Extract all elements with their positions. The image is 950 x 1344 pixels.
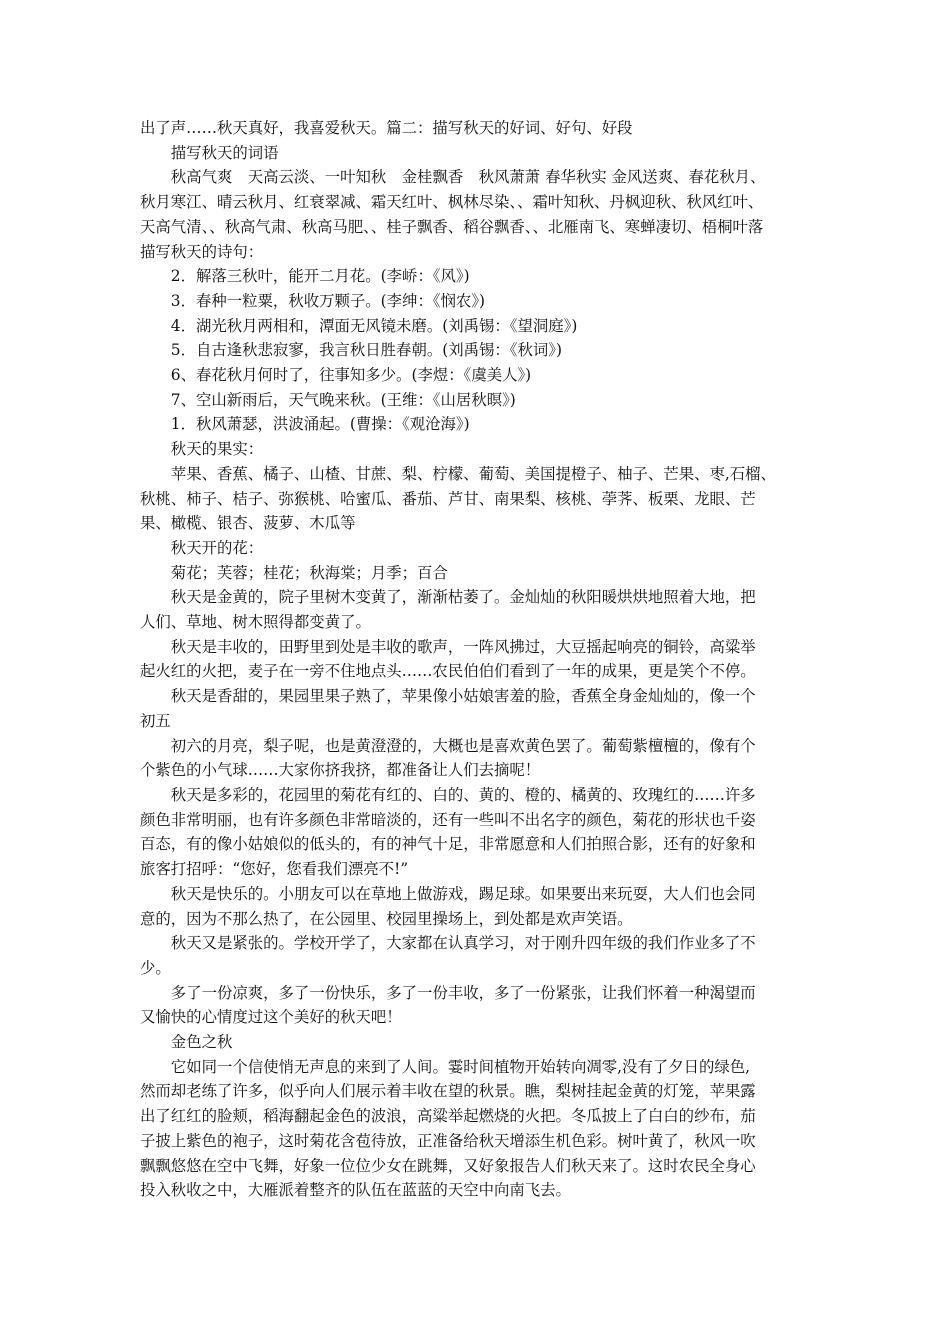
text-line: 然而却老练了许多，似乎向人们展示着丰收在望的秋景。瞧，梨树挂起金黄的灯笼，苹果露 bbox=[140, 1082, 756, 1101]
text-line: 秋天是丰收的，田野里到处是丰收的歌声，一阵风拂过，大豆摇起响亮的铜铃，高粱举 bbox=[170, 637, 756, 656]
text-line: 1．秋风萧瑟，洪波涌起。(曹操：《观沧海》) bbox=[170, 415, 470, 434]
text-line: 秋桃、柿子、桔子、弥猴桃、哈蜜瓜、番茄、芦甘、南果梨、核桃、荸荠、板栗、龙眼、芒 bbox=[140, 489, 756, 508]
text-line: 少。 bbox=[140, 958, 171, 977]
text-line: 出了红红的脸颊，稻海翻起金色的波浪，高粱举起燃烧的火把。冬瓜披上了白白的纱布，茄 bbox=[140, 1107, 756, 1126]
text-line: 出了声……秋天真好，我喜爱秋天。篇二：描写秋天的好词、好句、好段 bbox=[140, 119, 633, 137]
text-line: 秋天是金黄的，院子里树木变黄了，渐渐枯萎了。金灿灿的秋阳暖烘烘地照着大地，把 bbox=[170, 588, 756, 607]
text-line: 颜色非常明丽，也有许多颜色非常暗淡的，还有一些叫不出名字的颜色，菊花的形状也千姿 bbox=[140, 810, 756, 829]
text-line: 3．春种一粒粟，秋收万颗子。(李绅：《悯农》) bbox=[170, 291, 486, 310]
text-line: 4．湖光秋月两相和，潭面无风镜未磨。(刘禹锡：《望洞庭》) bbox=[170, 316, 578, 335]
text-line: 秋高气爽 天高云淡、一叶知秋 金桂飘香 秋风萧萧 春华秋实 金风送爽、春花秋月、 bbox=[170, 168, 766, 187]
text-line: 2．解落三秋叶，能开二月花。(李峤：《风》) bbox=[170, 267, 470, 286]
text-line: 多了一份凉爽，多了一份快乐，多了一份丰收，多了一份紧张，让我们怀着一种渴望而 bbox=[170, 983, 756, 1002]
text-line: 秋天开的花： bbox=[170, 538, 264, 557]
text-line: 果、橄榄、银杏、菠萝、木瓜等 bbox=[140, 514, 356, 533]
text-line: 秋月寒江、晴云秋月、红衰翠减、霜天红叶、枫林尽染、、霜叶知秋、丹枫迎秋、秋风红叶、 bbox=[140, 193, 764, 212]
text-line: 6、春花秋月何时了，往事知多少。(李煜：《虞美人》) bbox=[170, 366, 532, 385]
text-line: 意的，因为不那么热了，在公园里、校园里操场上，到处都是欢声笑语。 bbox=[140, 909, 633, 928]
text-line: 它如同一个信使悄无声息的来到了人间。霎时间植物开始转向凋零,没有了夕日的绿色, bbox=[170, 1057, 751, 1076]
text-line: 描写秋天的词语 bbox=[170, 143, 279, 162]
text-line: 秋天是香甜的，果园里果子熟了，苹果像小姑娘害羞的脸，香蕉全身金灿灿的，像一个 bbox=[170, 687, 756, 706]
text-line: 5．自古逢秋悲寂寥，我言秋日胜春朝。(刘禹锡：《秋词》) bbox=[170, 341, 562, 360]
text-line: 描写秋天的诗句： bbox=[140, 242, 264, 261]
text-line: 金色之秋 bbox=[170, 1033, 233, 1052]
text-line: 秋天又是紧张的。学校开学了，大家都在认真学习，对于刚升四年级的我们作业多了不 bbox=[170, 934, 756, 953]
text-line: 旅客打招呼：“您好，您看我们漂亮不!” bbox=[140, 860, 409, 879]
text-line: 秋天的果实： bbox=[170, 440, 264, 459]
text-line: 人们、草地、树木照得都变黄了。 bbox=[140, 613, 371, 632]
text-line: 初六的月亮，梨子呢，也是黄澄澄的，大概也是喜欢黄色罢了。葡萄紫檀檀的，像有个 bbox=[170, 736, 756, 755]
text-line: 7、空山新雨后，天气晚来秋。(王维：《山居秋暝》) bbox=[170, 390, 516, 409]
text-line: 天高气清、、秋高气肃、秋高马肥、、桂子飘香、稻谷飘香、、北雁南飞、寒蝉凄切、梧桐叶落 bbox=[140, 217, 764, 236]
text-line: 子披上紫色的袍子，这时菊花含苞待放，正准备给秋天增添生机色彩。树叶黄了，秋风一吹 bbox=[140, 1131, 756, 1150]
text-line: 菊花；芙蓉；桂花；秋海棠；月季；百合 bbox=[170, 563, 448, 582]
text-line: 秋天是多彩的，花园里的菊花有红的、白的、黄的、橙的、橘黄的、玫瑰红的……许多 bbox=[170, 785, 756, 804]
text-line: 又愉快的心情度过这个美好的秋天吧！ bbox=[140, 1008, 402, 1027]
text-line: 投入秋收之中，大雁派着整齐的队伍在蓝蓝的天空中向南飞去。 bbox=[140, 1181, 571, 1200]
text-line: 飘飘悠悠在空中飞舞，好象一位位少女在跳舞，又好象报告人们秋天来了。这时农民全身心 bbox=[140, 1156, 756, 1175]
text-line: 秋天是快乐的。小朋友可以在草地上做游戏，踢足球。如果要出来玩耍，大人们也会同 bbox=[170, 884, 756, 903]
text-line: 初五 bbox=[140, 711, 171, 730]
text-line: 苹果、香蕉、橘子、山楂、甘蔗、梨、柠檬、葡萄、美国提橙子、柚子、芒果、枣,石榴、 bbox=[170, 464, 776, 483]
text-line: 百态，有的像小姑娘似的低头的，有的神气十足，非常愿意和人们拍照合影，还有的好象和 bbox=[140, 835, 756, 854]
text-line: 起火红的火把，麦子在一旁不住地点头……农民伯伯们看到了一年的成果，更是笑个不停。 bbox=[140, 662, 756, 681]
text-line: 个紫色的小气球……大家你挤我挤，都准备让人们去摘呢！ bbox=[140, 761, 541, 780]
